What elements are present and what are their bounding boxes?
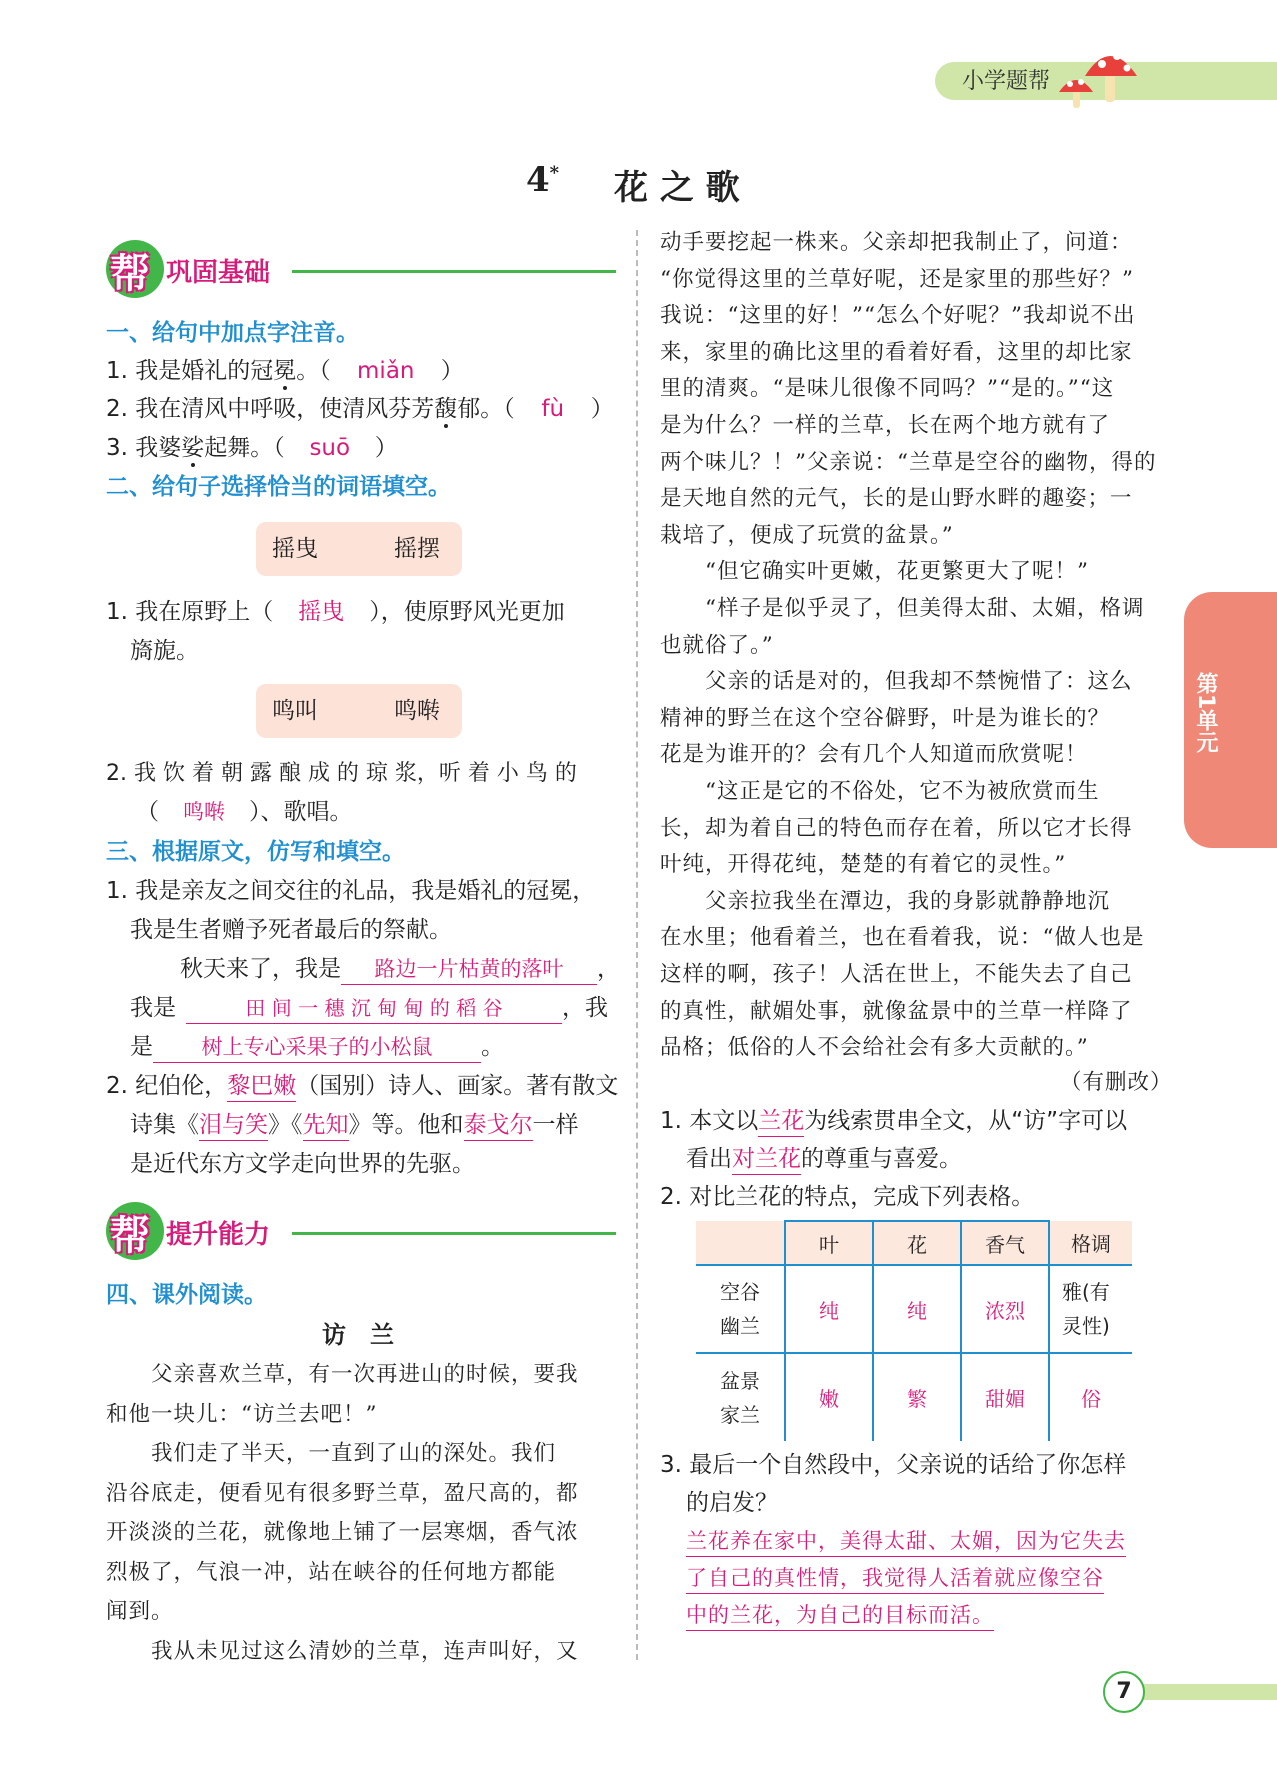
column-divider bbox=[636, 230, 638, 1660]
page-number: 7 bbox=[1103, 1671, 1145, 1713]
section-banner-basics: 帮 巩固基础 bbox=[106, 240, 616, 300]
q3-title: 三、根据原文，仿写和填空。 bbox=[106, 839, 405, 865]
passage-line: 烈极了，气浪一冲，站在峡谷的任何地方都能 bbox=[106, 1559, 557, 1585]
table-cell: 俗 bbox=[1049, 1353, 1132, 1441]
q3-item-1-blank-b: 我是 田 间 一 穗 沉 甸 甸 的 稻 谷 ，我 bbox=[130, 993, 608, 1024]
q2-sentence-1-cont: 旖旎。 bbox=[130, 638, 199, 664]
footer-bar bbox=[1125, 1684, 1277, 1700]
mushroom-icon bbox=[1055, 42, 1145, 112]
row-name: 盆景家兰 bbox=[696, 1353, 785, 1441]
brand-label: 小学题帮 bbox=[962, 69, 1051, 94]
passage-line: 沿谷底走，便看见有很多野兰草，盈尺高的，都 bbox=[106, 1480, 579, 1506]
word-choice-box-1: 摇曳 摇摆 bbox=[256, 522, 462, 576]
table-cell: 纯 bbox=[785, 1265, 873, 1353]
passage-line: 是天地自然的元气，长的是山野水畔的趣姿；一 bbox=[660, 486, 1133, 512]
passage-line: 父亲的话是对的，但我却不禁惋惜了：这么 bbox=[660, 669, 1133, 695]
passage-line: “这正是它的不俗处，它不为被欣赏而生 bbox=[660, 779, 1100, 804]
passage-line: “但它确实叶更嫩，花更繁更大了呢！” bbox=[660, 559, 1089, 585]
answer-line: 了自己的真性情，我觉得人活着就应像空谷 bbox=[686, 1563, 1104, 1594]
table-row bbox=[696, 1353, 1132, 1441]
table-cell: 雅(有灵性) bbox=[1049, 1265, 1132, 1353]
passage-line: 也就俗了。” bbox=[660, 632, 774, 658]
reading-title: 访 兰 bbox=[322, 1320, 394, 1349]
table-header-leaf: 叶 bbox=[785, 1221, 873, 1265]
passage-line: 的真性，献媚处事，就像盆景中的兰草一样降了 bbox=[660, 998, 1133, 1024]
table-header-style: 格调 bbox=[1049, 1221, 1132, 1265]
passage-line: 花是为谁开的？会有几个人知道而欣赏呢！ bbox=[660, 742, 1088, 768]
side-tab-label: 第1单元 bbox=[1193, 672, 1218, 754]
table-row bbox=[696, 1265, 1132, 1353]
passage-line: 精神的野兰在这个空谷僻野，叶是为谁长的？ bbox=[660, 705, 1111, 731]
passage-line: 和他一块儿：“访兰去吧！” bbox=[106, 1401, 378, 1427]
q3-item-1-blank-a: 秋天来了，我是 路边一片枯黄的落叶 ， bbox=[180, 954, 620, 985]
passage-line: 栽培了，便成了玩赏的盆景。” bbox=[660, 522, 954, 548]
answer-line: 兰花养在家中，美得太甜、太媚，因为它失去 bbox=[686, 1526, 1126, 1557]
table-cell: 纯 bbox=[873, 1265, 961, 1353]
lesson-number: 4* bbox=[526, 160, 560, 200]
passage-line: 里的清爽。“是味儿很像不同吗？”“是的。”“这 bbox=[660, 376, 1115, 402]
row-name: 空谷幽兰 bbox=[696, 1265, 785, 1353]
q1-item-1: 1. 我是婚礼的冠冕。（ miǎn ） bbox=[106, 358, 464, 384]
q2-sentence-2: 2. 我 饮 着 朝 露 酿 成 的 琼 浆，听 着 小 鸟 的 bbox=[106, 761, 577, 786]
passage-line: 开淡淡的兰花，就像地上铺了一层寒烟，香气浓 bbox=[106, 1520, 579, 1545]
table-header-flower: 花 bbox=[873, 1221, 961, 1265]
reading-q3-line2: 的启发？ bbox=[686, 1490, 778, 1516]
answer-line: 中的兰花，为自己的目标而活。 bbox=[686, 1600, 994, 1631]
word-choice-box-2: 鸣叫 鸣啭 bbox=[256, 684, 462, 738]
q3-item-1-line1: 1. 我是亲友之间交往的礼品，我是婚礼的冠冕， bbox=[106, 878, 596, 904]
passage-line: 我们走了半天，一直到了山的深处。我们 bbox=[106, 1441, 557, 1466]
passage-line: 这样的啊，孩子！人活在世上，不能失去了自己 bbox=[660, 962, 1133, 987]
passage-line: “你觉得这里的兰草好呢，还是家里的那些好？” bbox=[660, 266, 1134, 292]
section-banner-advanced: 帮 提升能力 bbox=[106, 1202, 616, 1262]
table-cell: 甜媚 bbox=[961, 1353, 1049, 1441]
q3-item-2-line2: 诗集《泪与笑》《先知》等。他和泰戈尔一样 bbox=[130, 1110, 579, 1141]
passage-line: 我说：“这里的好！”“怎么个好呢？”我却说不出 bbox=[660, 303, 1136, 329]
q1-title: 一、给句中加点字注音。 bbox=[106, 320, 359, 346]
reading-q1-line2: 看出对兰花的尊重与喜爱。 bbox=[686, 1144, 962, 1175]
passage-line: 叶纯，开得花纯，楚楚的有着它的灵性。” bbox=[660, 852, 1067, 878]
q1-item-2: 2. 我在清风中呼吸，使清风芬芳馥郁。（ fù ） bbox=[106, 396, 614, 422]
source-note: （有删改） bbox=[1060, 1070, 1173, 1095]
passage-line: 在水里；他看着兰，也在看着我，说：“做人也是 bbox=[660, 925, 1145, 951]
q3-item-1-line2: 我是生者赠予死者最后的祭献。 bbox=[130, 917, 452, 943]
q3-item-1-blank-c: 是 树上专心采果子的小松鼠 。 bbox=[130, 1032, 504, 1063]
table-header-fragrance: 香气 bbox=[961, 1221, 1049, 1265]
table-cell: 嫩 bbox=[785, 1353, 873, 1441]
passage-line: 闻到。 bbox=[106, 1599, 174, 1624]
reading-q1-line1: 1. 本文以兰花为线索贯串全文，从“访”字可以 bbox=[660, 1106, 1127, 1137]
q3-item-2-line3: 是近代东方文学走向世界的先驱。 bbox=[130, 1151, 475, 1177]
reading-q2: 2. 对比兰花的特点，完成下列表格。 bbox=[660, 1184, 1035, 1210]
passage-line: 我从未见过这么清妙的兰草，连声叫好，又 bbox=[106, 1638, 579, 1664]
table-header-empty bbox=[696, 1221, 785, 1265]
passage-line: “样子是似乎灵了，但美得太甜、太媚，格调 bbox=[660, 596, 1145, 621]
passage-line: 是为什么？一样的兰草，长在两个地方就有了 bbox=[660, 413, 1111, 438]
q2-title: 二、给句子选择恰当的词语填空。 bbox=[106, 474, 451, 500]
lesson-title: 花 之 歌 bbox=[614, 168, 740, 208]
q4-title: 四、课外阅读。 bbox=[106, 1282, 267, 1308]
passage-line: 品格；低俗的人不会给社会有多大贡献的。” bbox=[660, 1035, 1089, 1061]
q1-item-3: 3. 我婆娑起舞。（ suō ） bbox=[106, 435, 398, 461]
table-cell: 繁 bbox=[873, 1353, 961, 1441]
comparison-table bbox=[696, 1220, 1132, 1441]
reading-q3-line1: 3. 最后一个自然段中，父亲说的话给了你怎样 bbox=[660, 1452, 1127, 1478]
q3-item-2-line1: 2. 纪伯伦，黎巴嫩（国别）诗人、画家。著有散文 bbox=[106, 1071, 618, 1102]
passage-line: 来，家里的确比这里的看着好看，这里的却比家 bbox=[660, 339, 1133, 365]
table-cell: 浓烈 bbox=[961, 1265, 1049, 1353]
passage-line: 两个味儿？！”父亲说：“兰草是空谷的幽物，得的 bbox=[660, 449, 1157, 475]
passage-line: 父亲拉我坐在潭边，我的身影就静静地沉 bbox=[660, 888, 1111, 914]
passage-line: 父亲喜欢兰草，有一次再进山的时候，要我 bbox=[106, 1362, 579, 1387]
passage-line: 动手要挖起一株来。父亲却把我制止了，问道： bbox=[660, 230, 1133, 255]
q2-sentence-2-cont: （ 鸣啭 ）、歌唱。 bbox=[136, 799, 353, 825]
passage-line: 长，却为着自己的特色而存在着，所以它才长得 bbox=[660, 815, 1133, 841]
q2-sentence-1: 1. 我在原野上（ 摇曳 ），使原野风光更加 bbox=[106, 599, 565, 625]
